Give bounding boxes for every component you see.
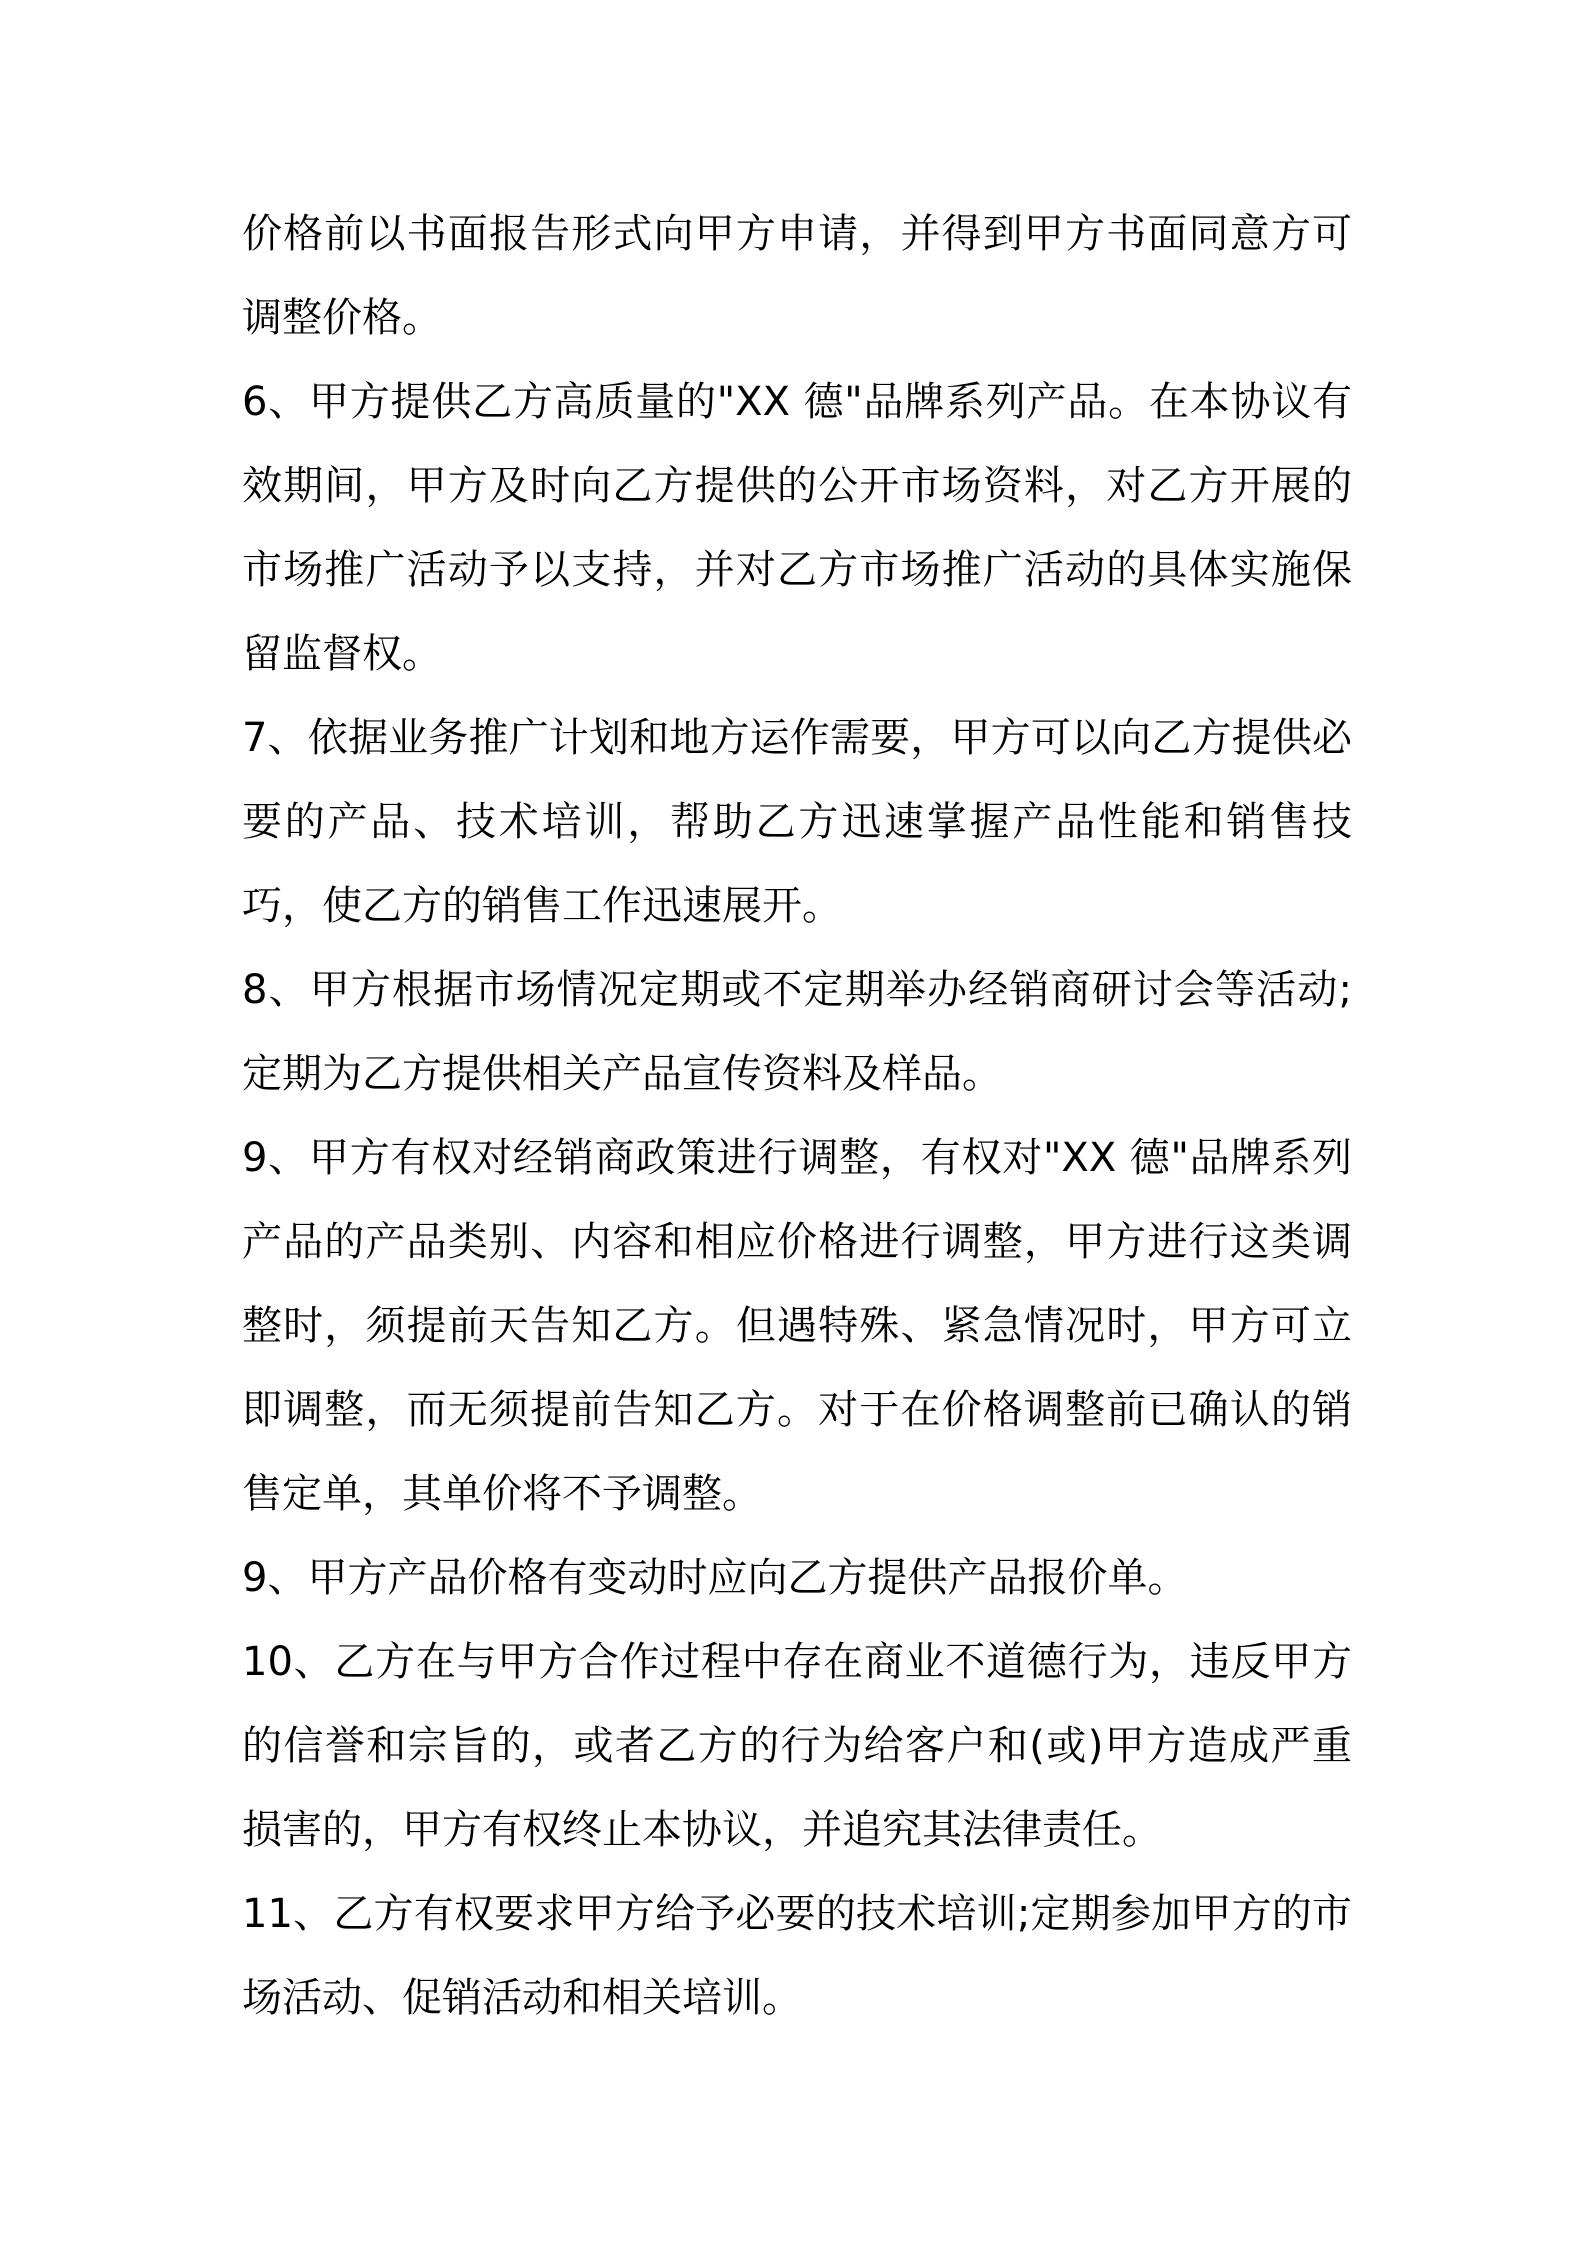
paragraph-clause-8: 8、甲方根据市场情况定期或不定期举办经销商研讨会等活动;定期为乙方提供相关产品宣传资料及样品。	[242, 967, 1352, 1097]
paragraph-price-adjustment: 价格前以书面报告形式向甲方申请，并得到甲方书面同意方可调整价格。	[242, 211, 1352, 341]
paragraph-clause-11: 11、乙方有权要求甲方给予必要的技术培训;定期参加甲方的市场活动、促销活动和相关培训。	[242, 1891, 1352, 2021]
paragraph-clause-7: 7、依据业务推广计划和地方运作需要，甲方可以向乙方提供必要的产品、技术培训，帮助乙方迅速掌握产品性能和销售技巧，使乙方的销售工作迅速展开。	[242, 715, 1352, 929]
paragraph-clause-9a: 9、甲方有权对经销商政策进行调整，有权对"XX 德"品牌系列产品的产品类别、内容和相应价格进行调整，甲方进行这类调整时，须提前天告知乙方。但遇特殊、紧急情况时，甲方可立即调整，而无须提前告知乙方。对于在价格调整前已确认的销售定单，其单价将不予调整。	[242, 1135, 1352, 1517]
paragraph-clause-9b: 9、甲方产品价格有变动时应向乙方提供产品报价单。	[242, 1555, 1188, 1601]
paragraph-clause-6: 6、甲方提供乙方高质量的"XX 德"品牌系列产品。在本协议有效期间，甲方及时向乙方提供的公开市场资料，对乙方开展的市场推广活动予以支持，并对乙方市场推广活动的具体实施保留监督权。	[242, 379, 1352, 677]
paragraph-clause-10: 10、乙方在与甲方合作过程中存在商业不道德行为，违反甲方的信誉和宗旨的，或者乙方的行为给客户和(或)甲方造成严重损害的，甲方有权终止本协议，并追究其法律责任。	[242, 1639, 1352, 1853]
document-body	[242, 192, 1352, 2040]
